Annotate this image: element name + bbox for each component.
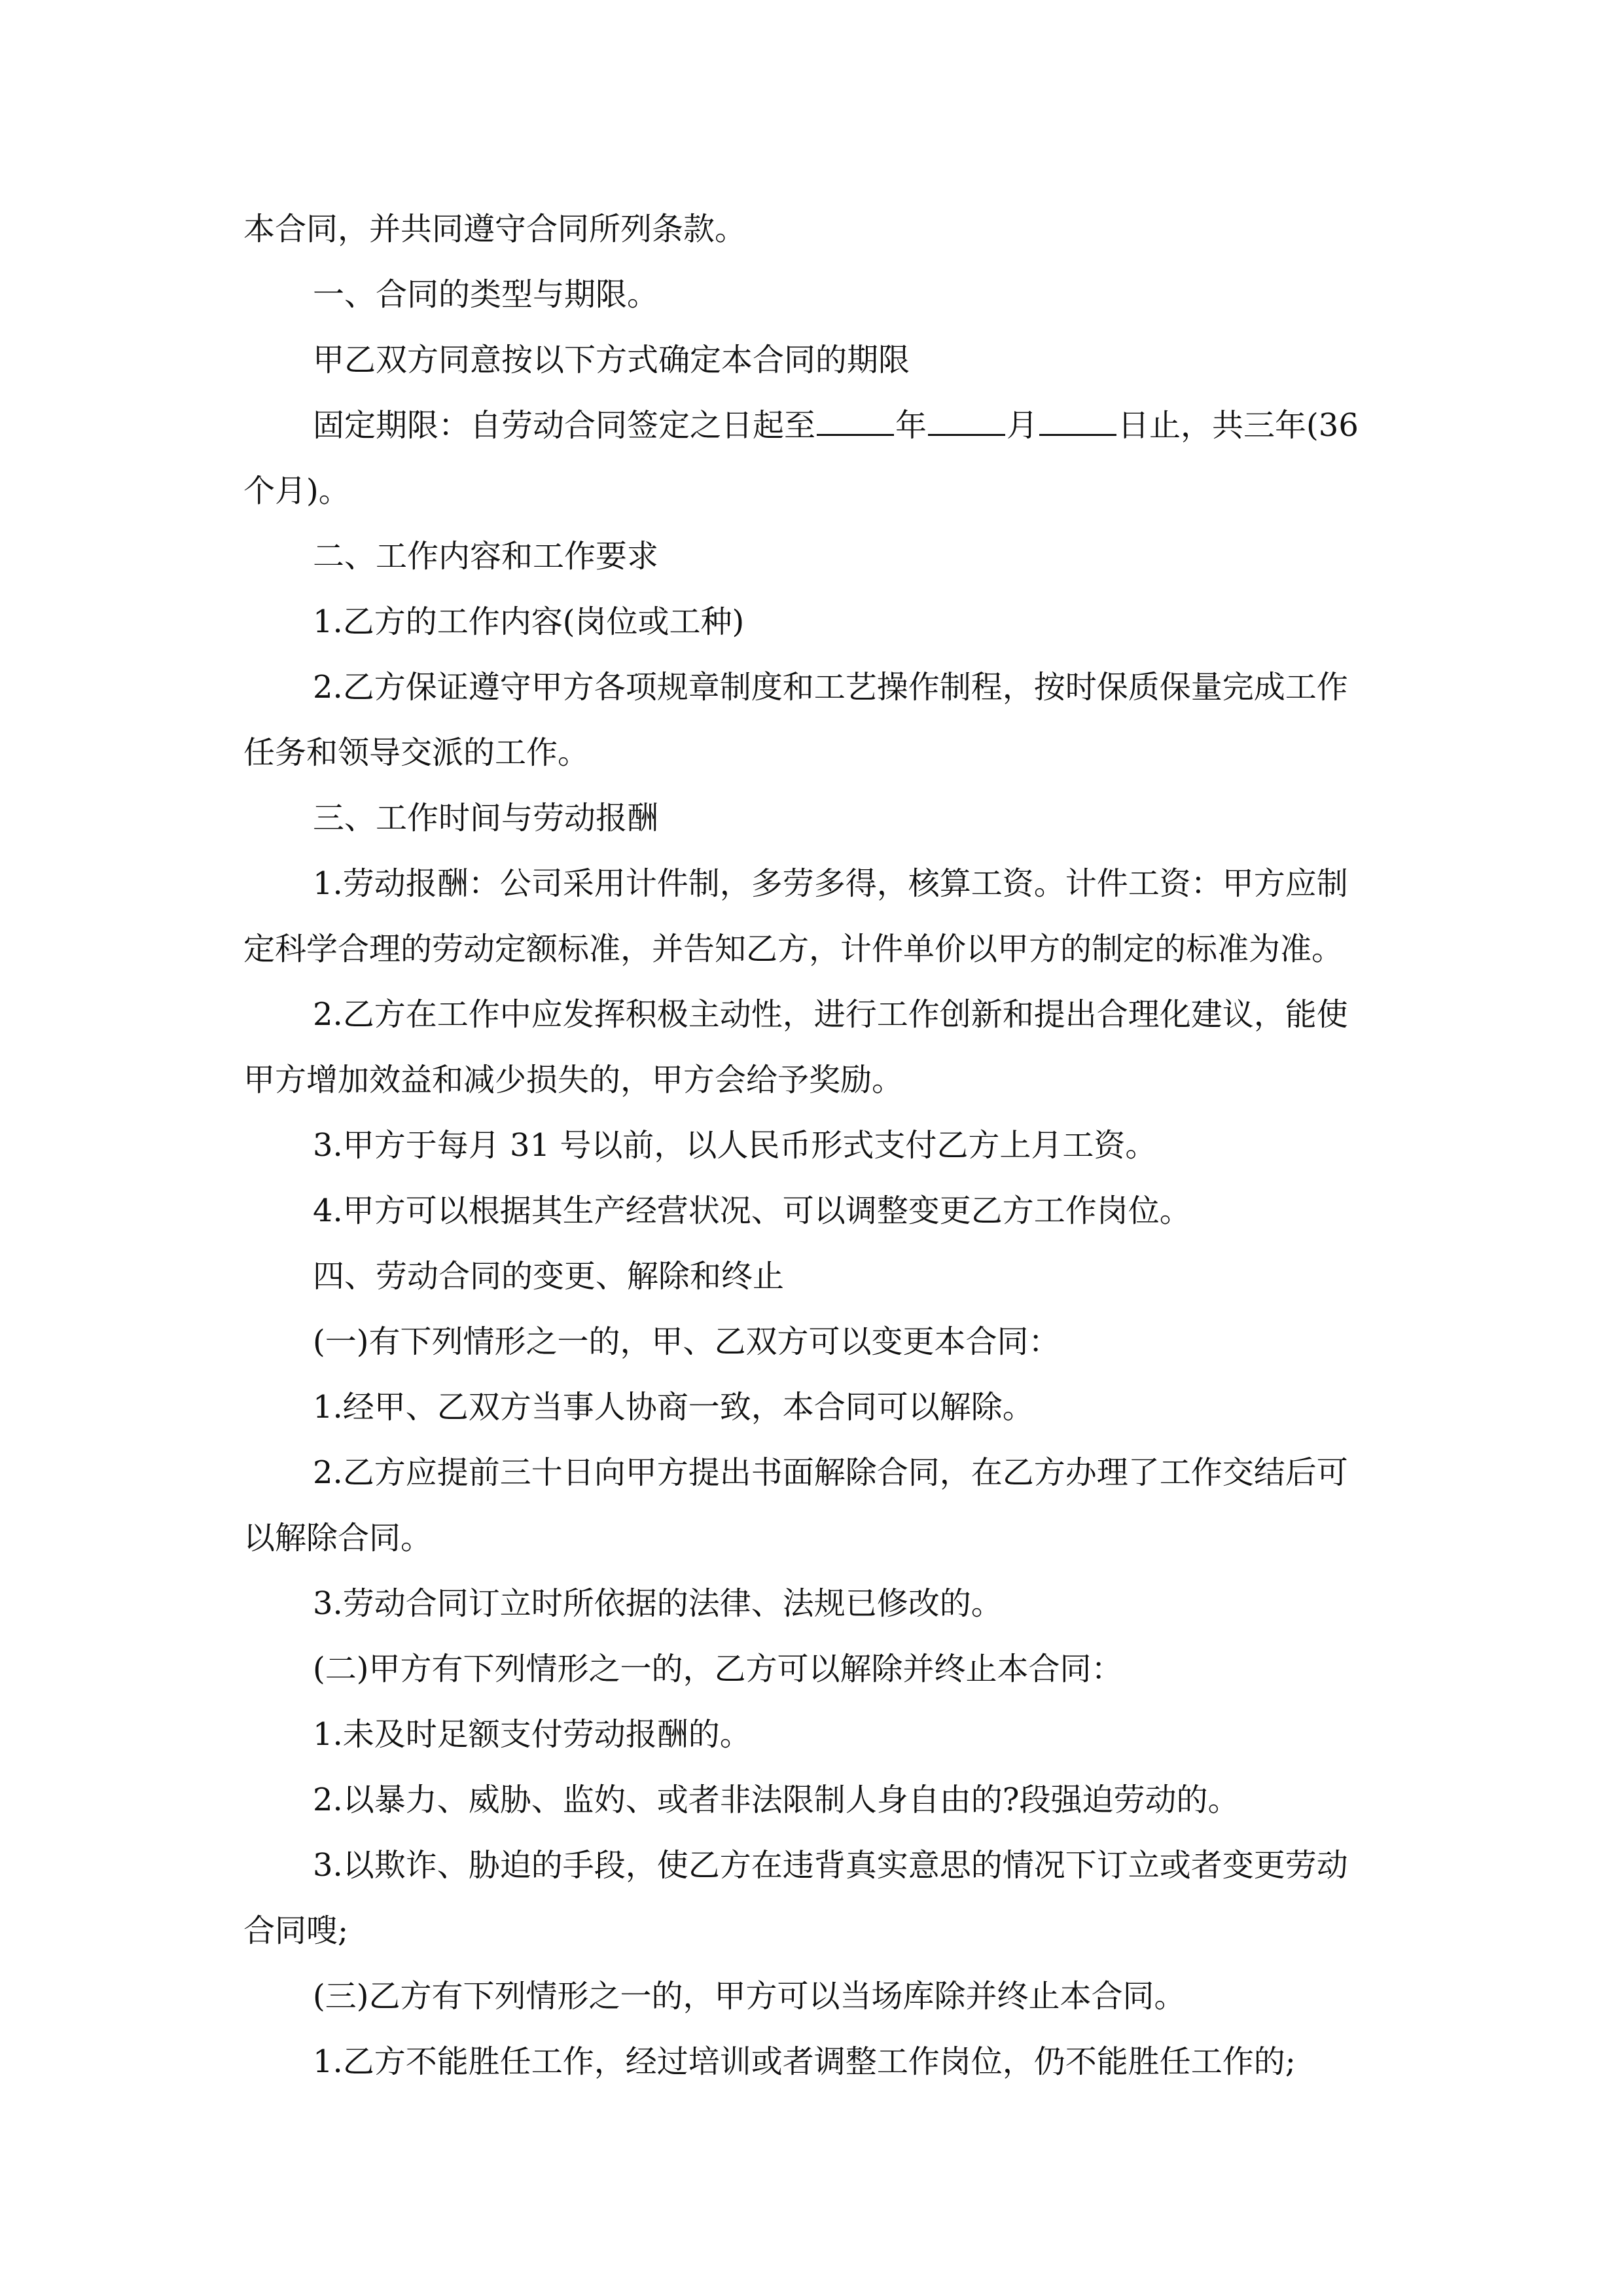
line-15: 3.甲方于每月 31 号以前，以人民币形式支付乙方上月工资。 bbox=[313, 1127, 1157, 1164]
line-25: 2.以暴力、威胁、监妁、或者非法限制人身自由的?段强迫劳动的。 bbox=[313, 1782, 1240, 1818]
line-19: 1.经甲、乙双方当事人协商一致，本合同可以解除。 bbox=[313, 1389, 1034, 1426]
section-heading-3: 三、工作时间与劳动报酬 bbox=[313, 800, 659, 836]
line-21: 以解除合同。 bbox=[243, 1520, 433, 1556]
line-12: 定科学合理的劳动定额标准，并告知乙方，计件单价以甲方的制定的标准为准。 bbox=[243, 931, 1344, 967]
line-23: (二)甲方有下列情形之一的，乙方可以解除并终止本合同： bbox=[313, 1651, 1123, 1687]
line-14: 甲方增加效益和减少损失的，甲方会给予奖励。 bbox=[243, 1062, 904, 1098]
line-18: (一)有下列情形之一的，甲、乙双方可以变更本合同： bbox=[313, 1323, 1060, 1360]
line-1: 本合同，并共同遵守合同所列条款。 bbox=[243, 211, 747, 247]
line-3: 甲乙双方同意按以下方式确定本合同的期限 bbox=[313, 342, 910, 378]
section-heading-1: 一、合同的类型与期限。 bbox=[313, 276, 659, 313]
line-20: 2.乙方应提前三十日向甲方提出书面解除合同，在乙方办理了工作交结后可 bbox=[313, 1454, 1348, 1491]
line-13: 2.乙方在工作中应发挥积极主动性，进行工作创新和提出合理化建议，能使 bbox=[313, 996, 1348, 1033]
term-line: 固定期限：自劳动合同签定之日起至 年 月 日止，共三年(36 bbox=[243, 393, 1382, 458]
line-5: 个月)。 bbox=[243, 473, 350, 509]
year-blank[interactable] bbox=[817, 405, 894, 436]
contract-body bbox=[243, 196, 1382, 2094]
section-heading-2: 二、工作内容和工作要求 bbox=[313, 538, 659, 575]
line-11: 1.劳动报酬：公司采用计件制，多劳多得，核算工资。计件工资：甲方应制 bbox=[313, 865, 1348, 902]
line-22: 3.劳动合同订立时所依据的法律、法规已修改的。 bbox=[313, 1585, 1003, 1622]
line-9: 任务和领导交派的工作。 bbox=[243, 734, 590, 771]
line-28: (三)乙方有下列情形之一的，甲方可以当场库除并终止本合同。 bbox=[313, 1978, 1186, 2015]
line-8: 2.乙方保证遵守甲方各项规章制度和工艺操作制程，按时保质保量完成工作 bbox=[313, 669, 1348, 706]
line-24: 1.未及时足额支付劳动报酬的。 bbox=[313, 1716, 751, 1753]
month-blank[interactable] bbox=[928, 405, 1005, 436]
line-29: 1.乙方不能胜任工作，经过培训或者调整工作岗位，仍不能胜任工作的; bbox=[313, 2043, 1296, 2080]
line-7: 1.乙方的工作内容(岗位或工种) bbox=[313, 603, 745, 640]
section-heading-4: 四、劳动合同的变更、解除和终止 bbox=[313, 1258, 785, 1295]
day-blank[interactable] bbox=[1039, 405, 1116, 436]
line-26: 3.以欺诈、胁迫的手段，使乙方在违背真实意思的情况下订立或者变更劳动 bbox=[313, 1847, 1348, 1884]
line-27: 合同嗖; bbox=[243, 1912, 349, 1949]
line-16: 4.甲方可以根据其生产经营状况、可以调整变更乙方工作岗位。 bbox=[313, 1193, 1191, 1229]
